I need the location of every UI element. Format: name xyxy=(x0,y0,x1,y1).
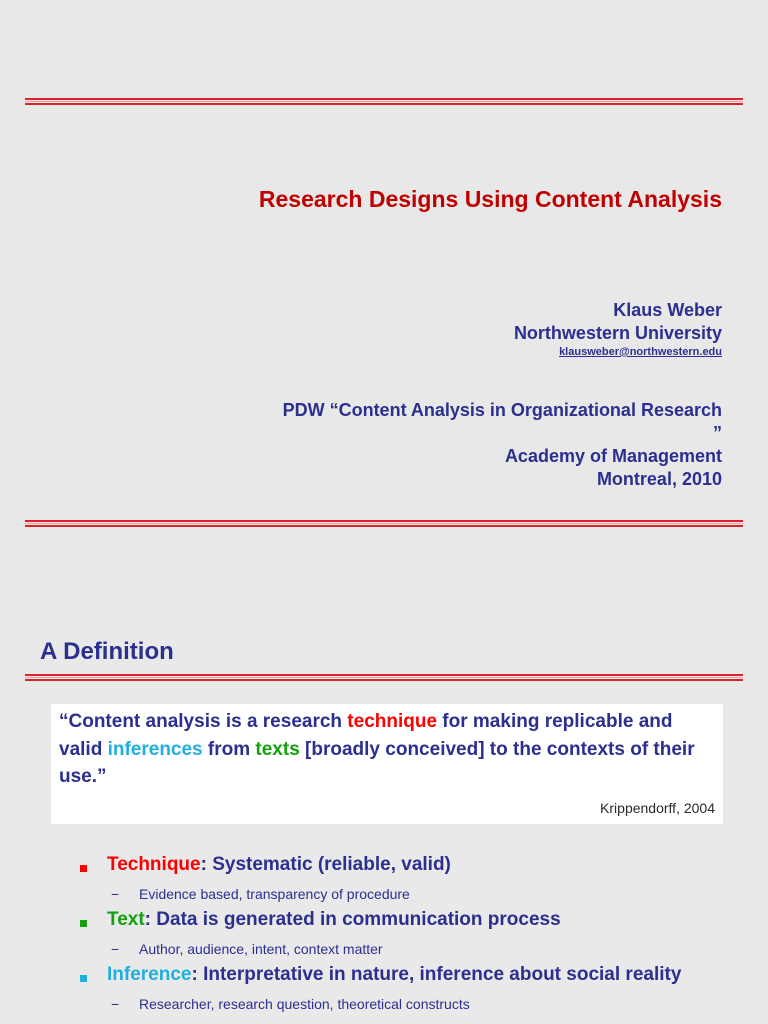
top-divider xyxy=(25,98,743,105)
bullet-square-icon xyxy=(80,920,87,927)
dash-icon: − xyxy=(111,941,120,957)
quote-text-2: for making replicable and valid xyxy=(59,711,673,760)
author-name: Klaus Weber xyxy=(613,300,722,320)
quote-keyword-technique: technique xyxy=(347,711,438,732)
dash-icon: − xyxy=(111,886,120,902)
event-name-line1: PDW “Content Analysis in Organizational Research xyxy=(282,400,722,420)
quote-text-3: from xyxy=(202,738,256,760)
event-organization: Academy of Management xyxy=(504,446,722,466)
event-name-line2: ” xyxy=(713,423,722,443)
presentation-title: Research Designs Using Content Analysis xyxy=(258,186,722,212)
bullet-key: Inference xyxy=(107,964,192,985)
author-affiliation: Northwestern University xyxy=(513,323,722,343)
bullet-key: Technique xyxy=(107,854,201,875)
heading-divider xyxy=(25,674,743,681)
bullet-text: : Data is generated in communication process xyxy=(144,909,561,930)
event-location-year: Montreal, 2010 xyxy=(596,469,722,489)
quote-text-4: [broadly conceived] to the contexts of their use.” xyxy=(59,738,695,787)
sub-bullet-text: Author, audience, intent, context matter xyxy=(139,941,383,957)
definition-quote-box xyxy=(51,704,723,824)
bullet-text: : Systematic (reliable, valid) xyxy=(200,854,451,875)
quote-keyword-inferences: inferences xyxy=(107,738,203,760)
bullet-text-item xyxy=(107,909,561,931)
author-email-link[interactable]: klausweber@northwestern.edu xyxy=(559,346,722,358)
quote-text-1: “Content analysis is a research xyxy=(59,711,348,732)
bullet-technique xyxy=(107,854,451,876)
slide-definition xyxy=(0,576,768,1024)
bullet-inference xyxy=(107,964,681,986)
bullet-text: : Interpretative in nature, inference about social reality xyxy=(191,964,682,985)
author-block xyxy=(514,299,722,359)
quote-keyword-texts: texts xyxy=(255,738,300,760)
bullet-square-icon xyxy=(80,865,87,872)
slide-heading: A Definition xyxy=(40,638,174,665)
quote-citation: Krippendorff, 2004 xyxy=(600,800,715,816)
event-block xyxy=(283,399,722,491)
bullet-square-icon xyxy=(80,975,87,982)
bottom-divider xyxy=(25,520,743,527)
definition-quote xyxy=(59,708,719,791)
sub-bullet-technique: Evidence based, transparency of procedure xyxy=(139,886,410,902)
bullet-key: Text xyxy=(107,909,145,930)
dash-icon: − xyxy=(111,996,120,1012)
sub-bullet-inference: Researcher, research question, theoretical constructs xyxy=(139,996,470,1012)
